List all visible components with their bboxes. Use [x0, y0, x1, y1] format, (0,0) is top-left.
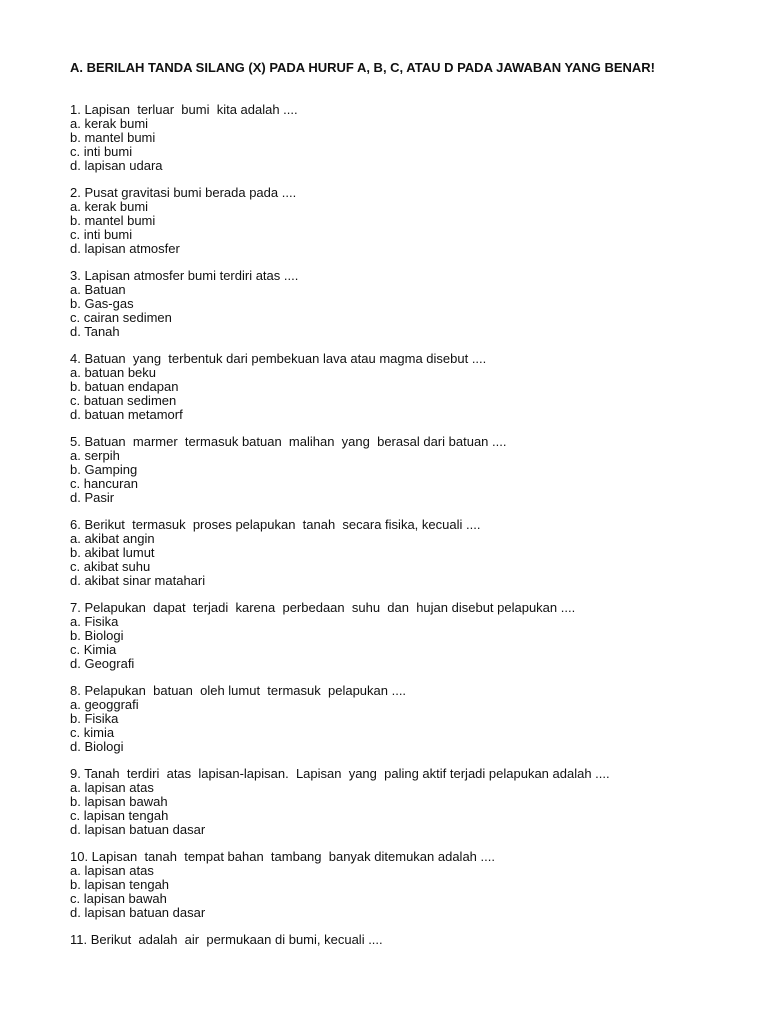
question-text: 1. Lapisan terluar bumi kita adalah ....	[70, 102, 298, 117]
answer-option-d: d. lapisan udara	[70, 158, 163, 173]
answer-option-b: b. batuan endapan	[70, 379, 179, 394]
question-text: 5. Batuan marmer termasuk batuan malihan yang berasal dari batuan ....	[70, 434, 507, 449]
answer-option-d: d. lapisan atmosfer	[70, 241, 180, 256]
question-text: 11. Berikut adalah air permukaan di bumi, kecuali ....	[70, 932, 383, 947]
question-text: 2. Pusat gravitasi bumi berada pada ....	[70, 185, 297, 200]
question-text: 4. Batuan yang terbentuk dari pembekuan lava atau magma disebut ....	[70, 351, 487, 366]
answer-option-c: c. lapisan tengah	[70, 808, 169, 823]
question-1	[70, 103, 710, 173]
answer-option-b: b. Gas-gas	[70, 296, 134, 311]
question-text: 8. Pelapukan batuan oleh lumut termasuk pelapukan ....	[70, 683, 407, 698]
answer-option-a: a. geoggrafi	[70, 697, 139, 712]
answer-option-d: d. lapisan batuan dasar	[70, 822, 206, 837]
answer-option-b: b. Biologi	[70, 628, 124, 643]
answer-option-b: b. Fisika	[70, 711, 119, 726]
answer-option-d: d. Geografi	[70, 656, 135, 671]
question-list	[70, 103, 710, 960]
answer-option-b: b. lapisan bawah	[70, 794, 168, 809]
question-8	[70, 684, 710, 754]
answer-option-a: a. serpih	[70, 448, 120, 463]
answer-option-d: d. Biologi	[70, 739, 124, 754]
answer-option-b: b. mantel bumi	[70, 130, 156, 145]
answer-option-c: c. inti bumi	[70, 144, 133, 159]
answer-option-c: c. inti bumi	[70, 227, 133, 242]
question-6	[70, 518, 710, 588]
question-7	[70, 601, 710, 671]
answer-option-a: a. Fisika	[70, 614, 119, 629]
answer-option-b: b. Gamping	[70, 462, 138, 477]
question-2	[70, 186, 710, 256]
answer-option-c: c. lapisan bawah	[70, 891, 167, 906]
question-4	[70, 352, 710, 422]
answer-option-d: d. Pasir	[70, 490, 115, 505]
answer-option-a: a. kerak bumi	[70, 199, 149, 214]
answer-option-c: c. akibat suhu	[70, 559, 151, 574]
question-10	[70, 850, 710, 920]
answer-option-c: c. cairan sedimen	[70, 310, 172, 325]
answer-option-c: c. kimia	[70, 725, 115, 740]
question-text: 7. Pelapukan dapat terjadi karena perbedaan suhu dan hujan disebut pelapukan ....	[70, 600, 576, 615]
question-text: 9. Tanah terdiri atas lapisan-lapisan. Lapisan yang paling aktif terjadi pelapukan adalah ....	[70, 766, 610, 781]
answer-option-d: d. lapisan batuan dasar	[70, 905, 206, 920]
question-5	[70, 435, 710, 505]
answer-option-b: b. akibat lumut	[70, 545, 155, 560]
instruction-heading: A. BERILAH TANDA SILANG (X) PADA HURUF A, B, C, ATAU D PADA JAWABAN YANG BENAR!	[70, 60, 655, 75]
answer-option-c: c. Kimia	[70, 642, 117, 657]
answer-option-a: a. lapisan atas	[70, 780, 154, 795]
answer-option-d: d. Tanah	[70, 324, 120, 339]
answer-option-a: a. batuan beku	[70, 365, 157, 380]
question-11	[70, 933, 710, 947]
answer-option-b: b. mantel bumi	[70, 213, 156, 228]
question-3	[70, 269, 710, 339]
answer-option-a: a. akibat angin	[70, 531, 155, 546]
answer-option-a: a. Batuan	[70, 282, 126, 297]
question-text: 6. Berikut termasuk proses pelapukan tanah secara fisika, kecuali ....	[70, 517, 481, 532]
answer-option-b: b. lapisan tengah	[70, 877, 170, 892]
answer-option-a: a. lapisan atas	[70, 863, 154, 878]
answer-option-c: c. batuan sedimen	[70, 393, 177, 408]
answer-option-a: a. kerak bumi	[70, 116, 149, 131]
answer-option-d: d. batuan metamorf	[70, 407, 183, 422]
answer-option-d: d. akibat sinar matahari	[70, 573, 206, 588]
answer-option-c: c. hancuran	[70, 476, 138, 491]
question-text: 10. Lapisan tanah tempat bahan tambang banyak ditemukan adalah ....	[70, 849, 495, 864]
question-9	[70, 767, 710, 837]
question-text: 3. Lapisan atmosfer bumi terdiri atas ....	[70, 268, 299, 283]
